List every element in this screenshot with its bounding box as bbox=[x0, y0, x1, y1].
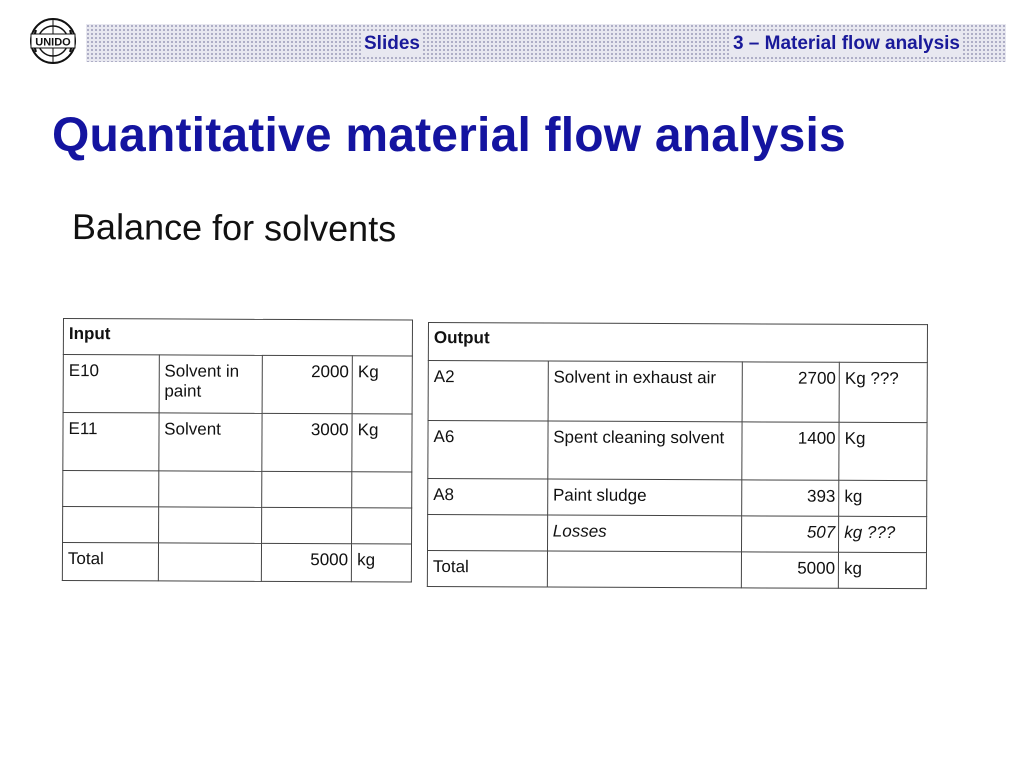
table-row bbox=[428, 421, 927, 481]
cell-amount: 507 bbox=[742, 516, 839, 552]
slide-subtitle: Balance for solvents bbox=[71, 206, 397, 250]
cell-unit bbox=[352, 472, 412, 508]
cell-description: Paint sludge bbox=[547, 479, 742, 516]
input-heading: Input bbox=[63, 319, 412, 357]
unido-logo bbox=[28, 16, 78, 66]
cell-code: A8 bbox=[428, 479, 548, 516]
cell-amount bbox=[262, 507, 352, 543]
cell-description bbox=[158, 507, 262, 543]
cell-unit: Kg bbox=[352, 414, 412, 472]
table-row bbox=[63, 413, 412, 473]
cell-description: Solvent in paint bbox=[159, 355, 263, 413]
total-label: Total bbox=[427, 551, 547, 588]
cell-description: Spent cleaning solvent bbox=[548, 421, 743, 480]
cell-amount: 2700 bbox=[742, 362, 839, 422]
cell-amount: 2000 bbox=[263, 355, 353, 413]
table-row bbox=[428, 515, 927, 553]
table-row bbox=[63, 507, 412, 545]
total-label: Total bbox=[62, 543, 158, 581]
table-total-row bbox=[427, 551, 926, 589]
table-header-row bbox=[428, 323, 927, 363]
cell-code bbox=[63, 507, 159, 543]
output-table bbox=[427, 322, 928, 589]
slide-title: Quantitative material flow analysis bbox=[52, 109, 846, 162]
cell-code bbox=[63, 471, 159, 507]
cell-amount: 3000 bbox=[262, 413, 352, 471]
cell-unit: Kg bbox=[352, 356, 412, 414]
cell-amount: 393 bbox=[742, 480, 839, 516]
cell-code: A6 bbox=[428, 421, 548, 480]
cell-amount: 1400 bbox=[742, 422, 839, 480]
cell-description bbox=[158, 471, 262, 507]
total-unit: kg bbox=[838, 552, 926, 588]
cell-code bbox=[428, 515, 548, 552]
table-header-row bbox=[63, 319, 412, 357]
total-amount: 5000 bbox=[742, 552, 839, 588]
cell-description: Losses bbox=[547, 515, 742, 552]
header-section-label: 3 – Material flow analysis bbox=[732, 33, 960, 54]
cell-code: E10 bbox=[63, 355, 159, 413]
output-heading: Output bbox=[428, 323, 927, 363]
cell-unit: Kg ??? bbox=[839, 362, 927, 422]
cell-unit: Kg bbox=[839, 422, 927, 480]
table-row bbox=[63, 471, 412, 509]
table-row bbox=[428, 479, 927, 517]
table-row bbox=[428, 361, 927, 423]
table-row bbox=[63, 355, 412, 415]
un-emblem-icon bbox=[28, 16, 78, 66]
table-total-row bbox=[62, 543, 411, 583]
cell-unit bbox=[352, 508, 412, 544]
logo-text: UNIDO bbox=[35, 36, 71, 49]
cell-code: A2 bbox=[428, 361, 548, 422]
cell-description: Solvent bbox=[159, 413, 263, 471]
cell-code: E11 bbox=[63, 413, 159, 471]
total-description bbox=[547, 551, 742, 588]
total-description bbox=[158, 543, 262, 581]
input-table bbox=[62, 318, 413, 583]
header-slides-label: Slides bbox=[364, 33, 420, 54]
total-unit: kg bbox=[352, 544, 412, 582]
cell-unit: kg bbox=[839, 480, 927, 516]
cell-amount bbox=[262, 471, 352, 507]
cell-unit: kg ??? bbox=[839, 516, 927, 552]
cell-description: Solvent in exhaust air bbox=[548, 361, 743, 422]
total-amount: 5000 bbox=[262, 543, 352, 581]
